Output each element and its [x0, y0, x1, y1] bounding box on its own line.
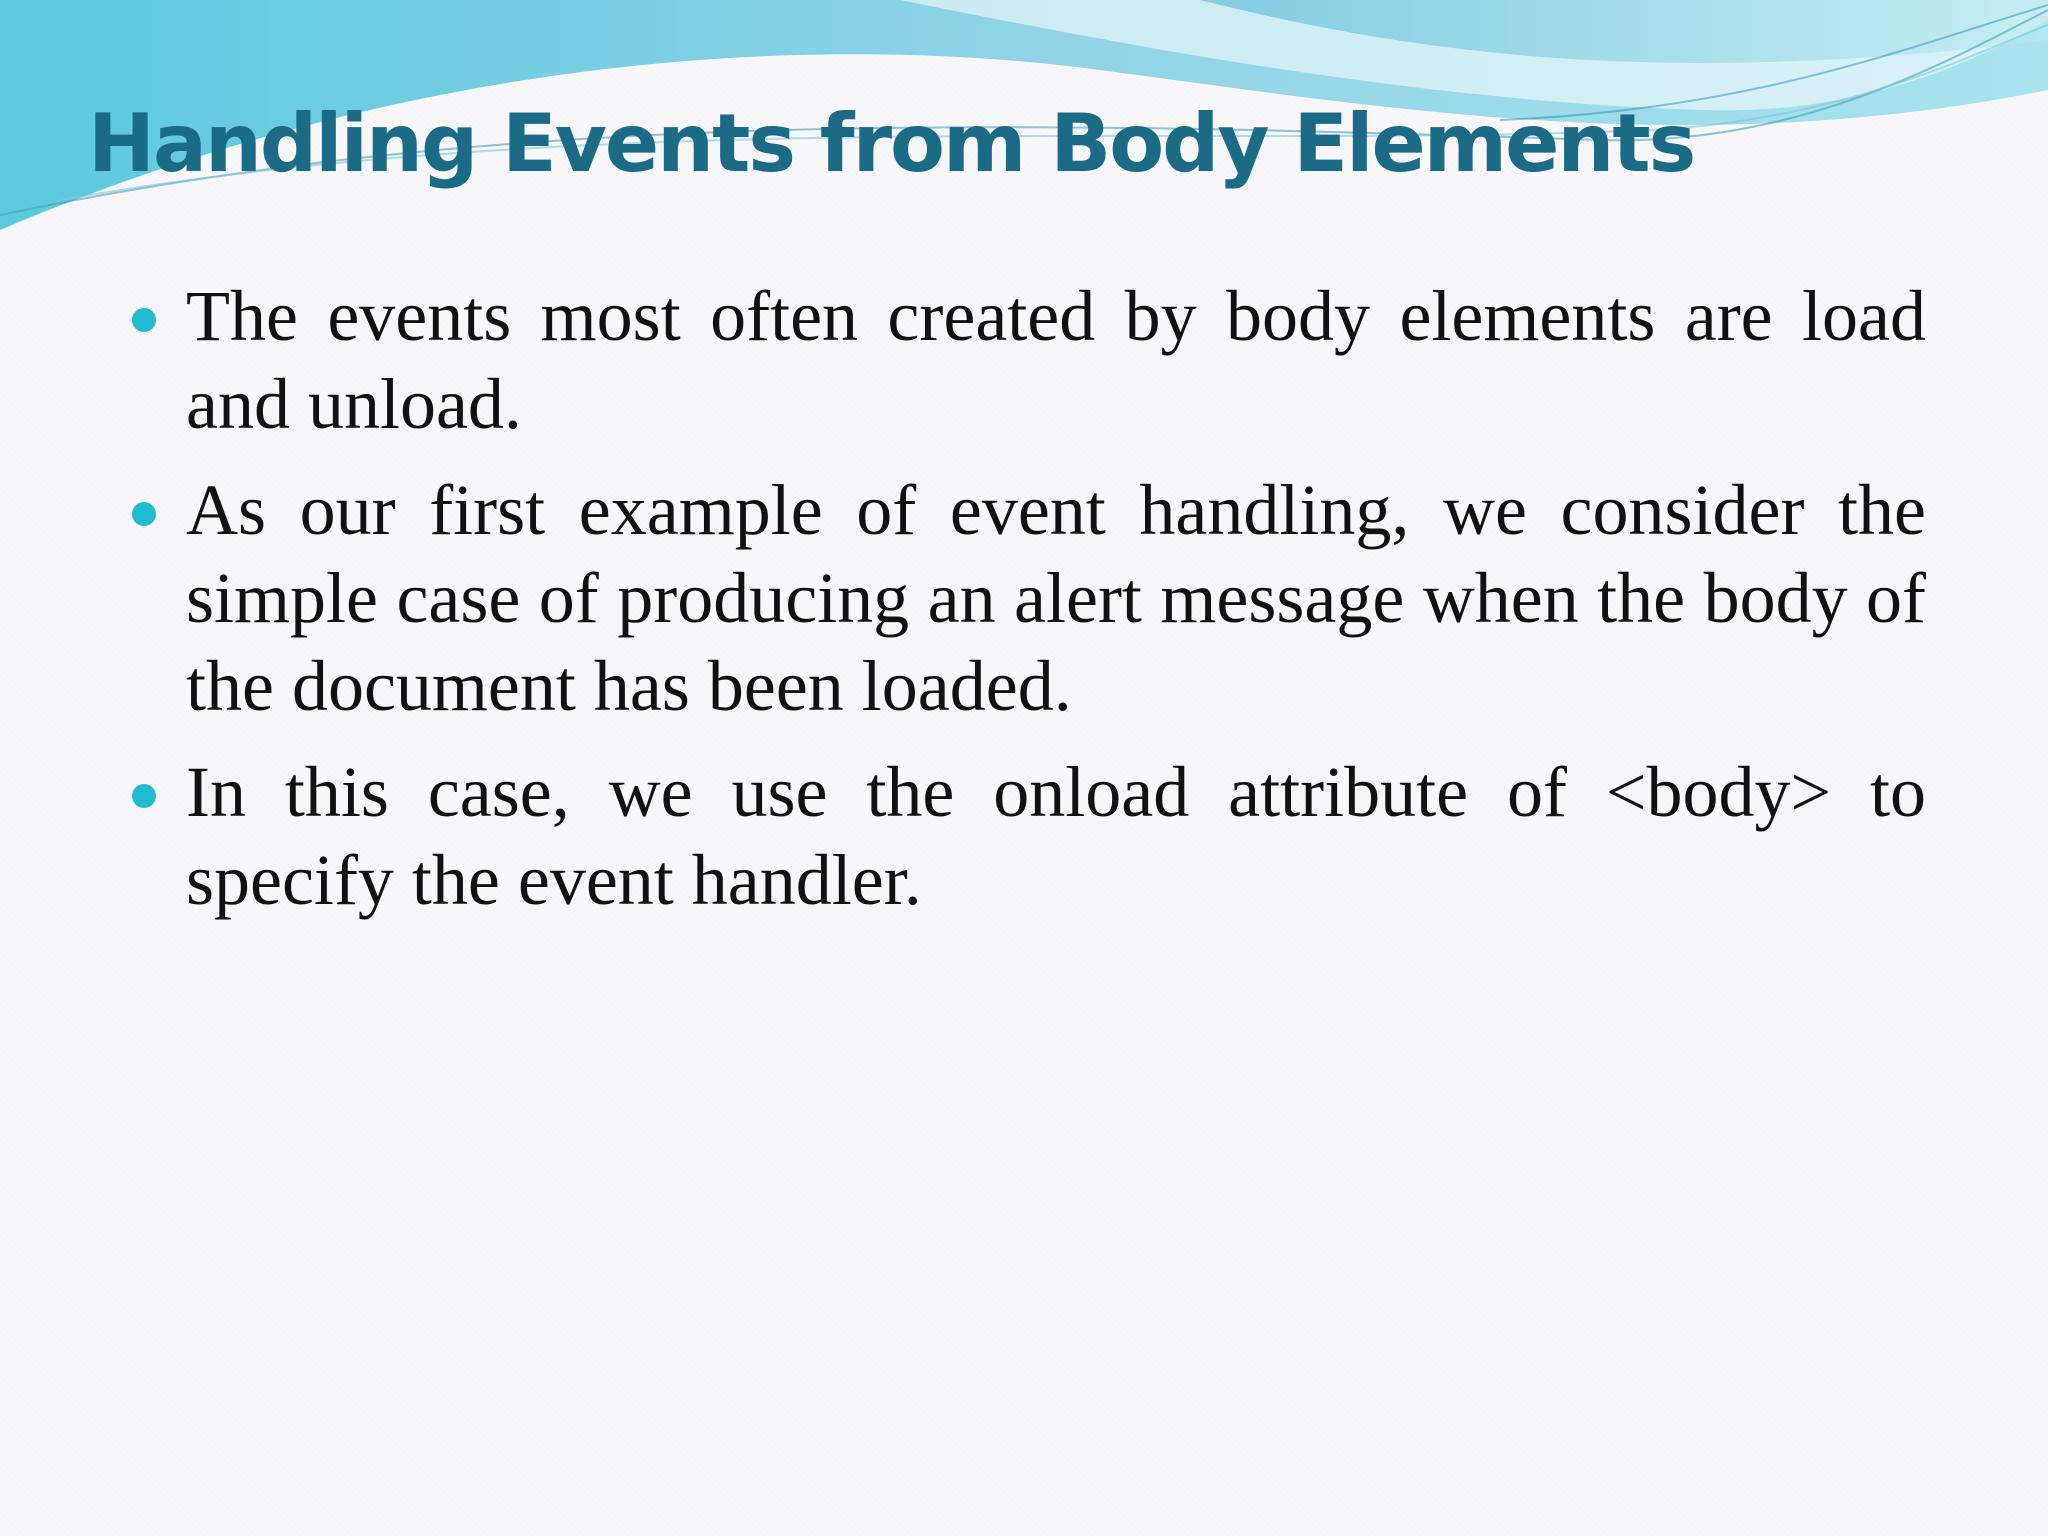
- bullet-dot-icon: [132, 502, 156, 526]
- bullet-item: [186, 466, 1926, 730]
- slide-title: Handling Events from Body Elements: [88, 97, 1695, 190]
- bullet-text: In this case, we use the onload attribute of <body> to specify the event handler.: [186, 752, 1926, 920]
- bullet-item: [186, 272, 1926, 448]
- bullet-item: [186, 748, 1926, 924]
- bullet-dot-icon: [132, 308, 156, 332]
- bullet-list: [186, 272, 1926, 942]
- bullet-text: The events most often created by body elements are load and unload.: [186, 276, 1926, 444]
- bullet-text: As our first example of event handling, we consider the simple case of producing an alert message when the body of the document has been loaded.: [186, 470, 1926, 726]
- bullet-dot-icon: [132, 784, 156, 808]
